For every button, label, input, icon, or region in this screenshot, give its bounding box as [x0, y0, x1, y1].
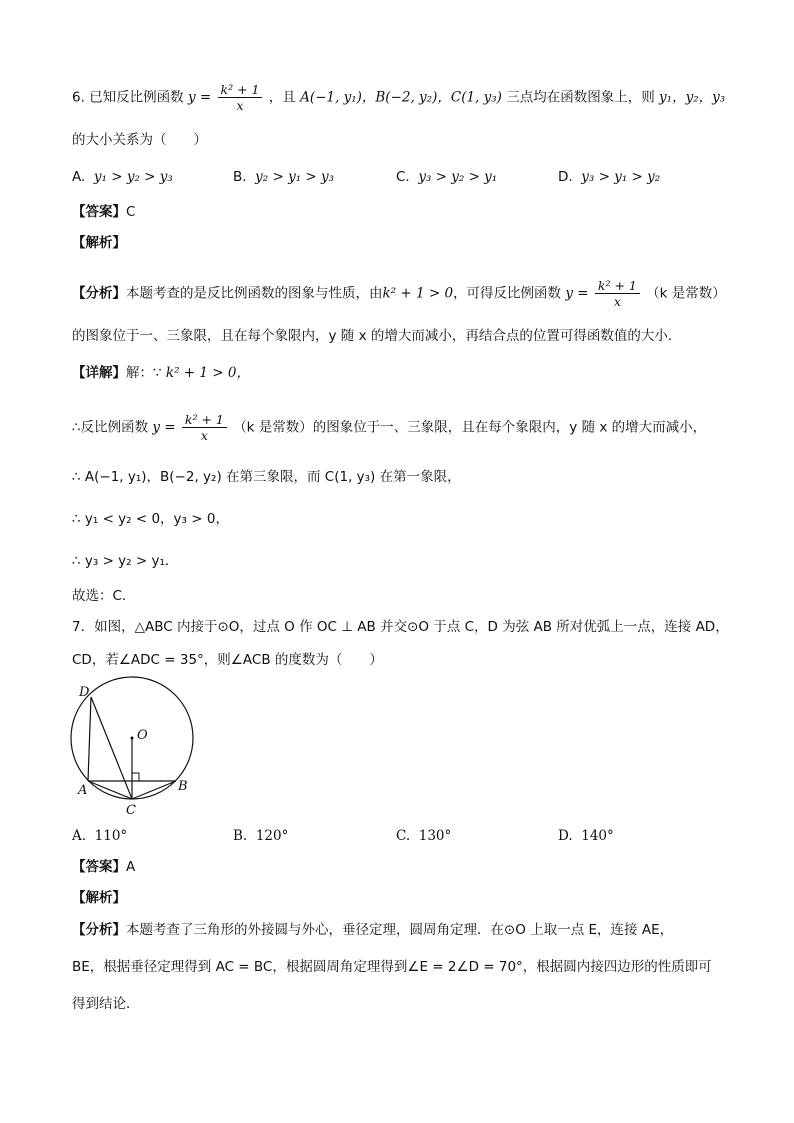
- q6-points: A(−1, y₁)，B(−2, y₂)，C(1, y₃): [300, 89, 502, 106]
- q6-option-c: [396, 167, 497, 187]
- q6-answer: [72, 202, 135, 222]
- q6-step1-text-b: （k 是常数）的图象位于一、三象限，且在每个象限内，y 随 x 的增大而减小，: [233, 419, 707, 436]
- q7-fenxi-line1: [72, 920, 673, 940]
- q6-fenxi-text-c: （k 是常数）: [646, 285, 726, 302]
- q7-label-o: O: [137, 728, 148, 743]
- q6-answer-tag: 【答案】: [72, 204, 126, 220]
- q6-analysis-tag: [72, 233, 126, 253]
- q6-xiangjie-text: 解：∵: [126, 365, 162, 381]
- q6-option-b-text: y₂ > y₁ > y₃: [255, 169, 335, 185]
- q7-label-d: D: [79, 685, 90, 700]
- q6-fraction: [218, 82, 263, 113]
- q7-analysis-label: 【解析】: [72, 890, 126, 906]
- q7-option-b: [233, 826, 288, 846]
- q7-center-dot: [131, 737, 134, 740]
- q7-option-c: [396, 826, 451, 846]
- q7-option-a-text: 110°: [94, 828, 128, 844]
- q7-answer-tag: 【答案】: [72, 859, 126, 875]
- q6-fraction-denominator: x: [236, 98, 244, 113]
- q6-xiangjie-tag: 【详解】: [72, 365, 126, 381]
- q7-stem-line1: 7．如图，△ABC 内接于⊙O，过点 O 作 OC ⊥ AB 并交⊙O 于点 C，D 为弦 AB 所对优弧上一点，连接 AD，: [72, 619, 729, 635]
- q6-stem-line2: 的大小关系为（ ）: [72, 132, 207, 148]
- q6-step4: ∴ y₃ > y₂ > y₁．: [72, 553, 179, 569]
- q7-option-b-text: 120°: [255, 828, 289, 844]
- q7-segment-ad: [88, 697, 91, 781]
- q7-segment-bc: [132, 781, 176, 799]
- q6-choose: 故选：C．: [72, 588, 136, 604]
- q7-label-a: A: [78, 783, 88, 798]
- q7-option-d: [558, 826, 614, 846]
- q6-fenxi-func-lhs: y =: [565, 285, 589, 302]
- q7-option-c-label: C.: [396, 828, 411, 844]
- q6-fenxi-text-b: ，可得反比例函数: [453, 285, 562, 302]
- q7-analysis-tag: [72, 888, 126, 908]
- q7-option-b-label: B.: [233, 828, 248, 844]
- q7-option-c-text: 130°: [418, 828, 452, 844]
- q7-option-d-label: D.: [558, 828, 573, 844]
- q6-points-suffix: 三点均在函数图象上，则: [506, 89, 655, 106]
- q6-intro: 已知反比例函数: [89, 89, 184, 106]
- q6-option-a-text: y₁ > y₂ > y₃: [93, 169, 173, 185]
- q6-number: 6.: [72, 89, 85, 106]
- q7-option-a-label: A.: [72, 828, 87, 844]
- q6-analysis-label: 【解析】: [72, 235, 126, 251]
- q6-fenxi-text-a: 本题考查的是反比例函数的图象与性质，由: [126, 285, 383, 302]
- q7-fenxi-tag: 【分析】: [72, 922, 126, 938]
- q6-func-lhs: y =: [187, 89, 212, 106]
- q6-fraction-numerator: k² + 1: [218, 82, 263, 98]
- q7-label-c: C: [126, 803, 136, 816]
- q7-fenxi-text-1: 本题考查了三角形的外接圆与外心，垂径定理，圆周角定理．在⊙O 上取一点 E，连接 AE，: [126, 922, 674, 938]
- q7-label-b: B: [178, 779, 188, 794]
- q6-fenxi-line1: [72, 278, 726, 309]
- q7-fenxi-line2: BE，根据垂径定理得到 AC = BC，根据圆周角定理得到∠E = 2∠D = 70°，根据圆内接四边形的性质即可: [72, 959, 712, 975]
- q6-stem-line1: [72, 82, 725, 113]
- q6-fenxi-fraction: [595, 278, 640, 309]
- q7-answer: [72, 857, 135, 877]
- q6-step1-text-a: ∴反比例函数: [72, 419, 149, 436]
- q6-option-d-text: y₃ > y₁ > y₂: [581, 169, 661, 185]
- q7-segment-dc: [91, 697, 132, 799]
- q6-option-c-text: y₃ > y₂ > y₁: [418, 169, 498, 185]
- q6-option-c-label: C.: [396, 169, 410, 185]
- q6-option-d-label: D.: [558, 169, 573, 185]
- q6-fenxi-fraction-numerator: k² + 1: [595, 278, 640, 294]
- q6-fenxi-condition: k² + 1 > 0: [382, 285, 454, 302]
- q7-circle-figure: [66, 676, 206, 816]
- q6-xiangjie: [72, 363, 250, 383]
- q6-answer-value: C: [126, 204, 136, 220]
- q6-option-b-label: B.: [233, 169, 247, 185]
- q7-option-a: [72, 826, 127, 846]
- q6-xiangjie-condition: k² + 1 > 0，: [165, 365, 250, 381]
- q6-step1-fraction-denominator: x: [200, 428, 208, 443]
- q6-step1-fraction-numerator: k² + 1: [182, 412, 227, 428]
- q6-after-func: ，且: [268, 89, 296, 106]
- q6-fenxi-line2: 的图象位于一、三象限，且在每个象限内，y 随 x 的增大而减小，再结合点的位置可得函数值的大小．: [72, 328, 682, 344]
- q7-right-angle-mark: [132, 773, 139, 781]
- q6-option-a: [72, 167, 173, 187]
- q6-fenxi-fraction-denominator: x: [613, 294, 621, 309]
- q7-option-d-text: 140°: [581, 828, 614, 844]
- q6-option-b: [233, 167, 334, 187]
- q6-step1: [72, 412, 706, 443]
- q7-stem-line2: CD，若∠ADC = 35°，则∠ACB 的度数为（ ）: [72, 652, 383, 668]
- q7-fenxi-line3: 得到结论．: [72, 996, 140, 1012]
- q7-answer-value: A: [126, 859, 136, 875]
- q6-step3: ∴ y₁ < y₂ < 0，y₃ > 0，: [72, 511, 229, 527]
- q6-option-d: [558, 167, 660, 187]
- q6-fenxi-tag: 【分析】: [72, 285, 126, 302]
- q6-step1-fraction: [182, 412, 227, 443]
- q6-vars: y₁，y₂，y₃: [659, 89, 726, 106]
- q6-step2: ∴ A(−1, y₁)，B(−2, y₂) 在第三象限，而 C(1, y₃) 在第一象限，: [72, 469, 461, 485]
- q6-option-a-label: A.: [72, 169, 86, 185]
- q6-step1-func-lhs: y =: [152, 419, 176, 436]
